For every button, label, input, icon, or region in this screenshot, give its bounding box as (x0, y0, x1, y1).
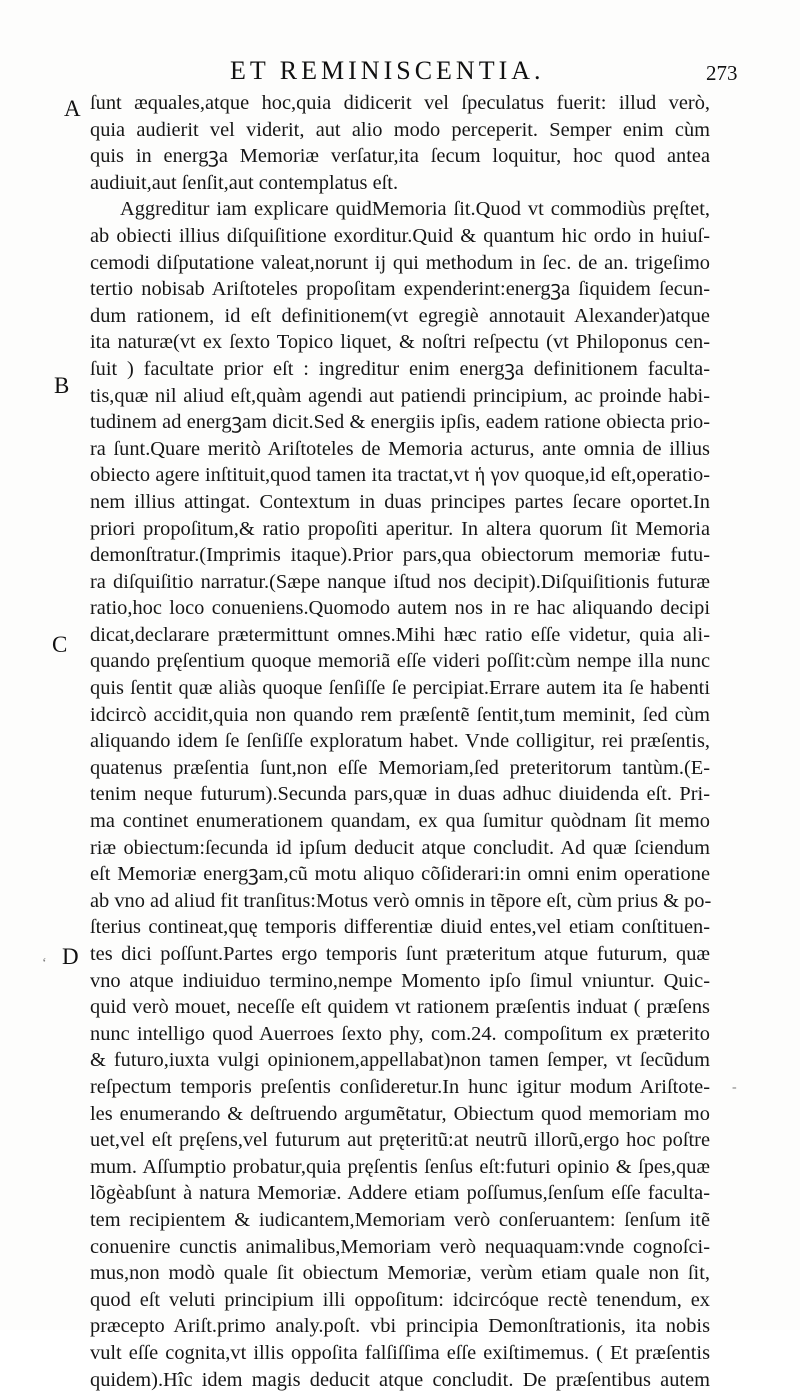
text-line: ab vno ad aliud fit tranſitus:Motus verò omnis in tẽpore eſt, cùm prius & po- (90, 888, 710, 915)
text-line: tertio nobisab Ariſtoteles propoſitam expenderint:energꝫa ſiquidem ſecun- (90, 276, 710, 303)
text-line: priori propoſitum,& ratio propoſiti aperitur. In altera quorum ſit Memoria (90, 516, 710, 543)
text-line: ſterius contineat,quę temporis differentiæ diuid entes,vel etiam conſtituen- (90, 914, 710, 941)
text-line: idcircò accidit,quia non quando rem præſentẽ ſentit,tum meminit, ſed cùm (90, 702, 710, 729)
text-line: quia audierit vel viderit, aut alio modo perceperit. Semper enim cùm (90, 117, 710, 144)
text-line: riæ obiectum:ſecunda id ipſum deducit atque concludit. Ad quæ ſciendum (90, 835, 710, 862)
text-line: tudinem ad energꝫam dicit.Sed & energiis ipſis, eadem ratione obiecta prio- (90, 409, 710, 436)
text-line: præcepto Ariſt.primo analy.poſt. vbi principia Demonſtrationis, ita nobis (90, 1313, 710, 1340)
text-line: ita naturæ(vt ex ſexto Topico liquet, & noſtri reſpectu (vt Philoponus cen- (90, 329, 710, 356)
text-line: tis,quæ nil aliud eſt,quàm agendi aut patiendi principium, ac proinde habi- (90, 383, 710, 410)
text-line: les enumerando & deſtruendo argumẽtatur, Obiectum quod memoriam mo (90, 1101, 710, 1128)
text-line: & futuro,iuxta vulgi opinionem,appellabat)non tamen ſemper, vt ſecũdum (90, 1047, 710, 1074)
text-line: tem recipientem & iudicantem,Memoriam verò conſeruantem: ſenſum itẽ (90, 1207, 710, 1234)
text-line: vno atque indiuiduo termino,nempe Momento ipſo ſimul vniuntur. Quic- (90, 968, 710, 995)
text-line: quis ſentit quæ aliàs quoque ſenſiſſe ſe percipiat.Errare autem ita ſe habenti (90, 675, 710, 702)
text-line: reſpectum temporis preſentis conſideretur.In hunc igitur modum Ariſtote- (90, 1074, 710, 1101)
margin-tick-mark: ʻ (42, 956, 47, 972)
text-line: mum. Aſſumptio probatur,quia pręſentis ſenſus eſt:futuri opinio & ſpes,quæ (90, 1154, 710, 1181)
margin-letter-b: B (54, 373, 69, 399)
text-line: quid verò mouet, neceſſe eſt quidem vt rationem præſentis induat ( præſens (90, 994, 710, 1021)
text-line: ſuit ) facultate prior eſt : ingreditur enim energꝫa definitionem faculta- (90, 356, 710, 383)
text-line: quando pręſentium quoque memoriã eſſe videri poſſit:cùm nempe illa nunc (90, 648, 710, 675)
text-line: ratio,hoc loco conueniens.Quomodo autem nos in re hac aliquando decipi (90, 595, 710, 622)
margin-tick-mark: - (732, 1080, 737, 1096)
text-line: audiuit,aut ſenſit,aut contemplatus eſt. (90, 170, 710, 197)
text-line: quod eſt veluti principium illi oppoſitum: idcircóque rectè tenendum, ex (90, 1287, 710, 1314)
text-line: cemodi diſputatione valeat,norunt ij qui methodum in ſec. de an. trigeſimo (90, 250, 710, 277)
text-line: dum rationem, id eſt definitionem(vt egregiè annotauit Alexander)atque (90, 303, 710, 330)
running-head: ET REMINISCENTIA. (230, 56, 545, 86)
margin-letter-c: C (52, 632, 67, 658)
text-line: obiecto agere inſtituit,quod tamen ita tractat,vt ἡ γον quoque,id eſt,operatio- (90, 462, 710, 489)
text-line: conuenire cunctis animalibus,Memoriam verò nequaquam:vnde cognoſci- (90, 1234, 710, 1261)
text-line: uet,vel eſt pręſens,vel futurum aut pręteritũ:at neutrũ illorũ,ergo hoc poſtre (90, 1127, 710, 1154)
text-line: dicat,declarare prætermittunt omnes.Mihi hæc ratio eſſe videtur, quia ali- (90, 622, 710, 649)
text-line: ra ſunt.Quare meritò Ariſtoteles de Memoria acturus, ante omnia de illius (90, 436, 710, 463)
margin-letter-a: A (64, 96, 81, 122)
body-text (90, 90, 710, 1393)
text-line: vult eſſe cognita,vt illis oppoſita falſiſſima eſſe exiſtimemus. ( Et præſentis (90, 1340, 710, 1367)
text-line: ſunt æquales,atque hoc,quia didicerit vel ſpeculatus fuerit: illud verò, (90, 90, 710, 117)
text-line: nunc intelligo quod Auerroes ſexto phy, com.24. compoſitum ex præterito (90, 1021, 710, 1048)
text-line: ra diſquiſitio narratur.(Sæpe nanque iſtud nos decipit).Diſquiſitionis futuræ (90, 569, 710, 596)
margin-letter-d: D (62, 944, 79, 970)
text-line: aliquando idem ſe ſenſiſſe exploratum habet. Vnde colligitur, rei præſentis, (90, 728, 710, 755)
text-line: demonſtratur.(Imprimis itaque).Prior pars,qua obiectorum memoriæ futu- (90, 542, 710, 569)
page-number: 273 (706, 61, 738, 86)
text-line: tes dici poſſunt.Partes ergo temporis ſunt præteritum atque futurum, quæ (90, 941, 710, 968)
text-line: quatenus præſentia ſunt,non eſſe Memoriam,ſed preteritorum tantùm.(E- (90, 755, 710, 782)
text-line: tenim neque futurum).Secunda pars,quæ in duas adhuc diuidenda eſt. Pri- (90, 781, 710, 808)
text-line: eſt Memoriæ energꝫam,cũ motu aliquo cõſiderari:in omni enim operatione (90, 861, 710, 888)
text-line: quidem).Hîc idem magis deducit atque concludit. De præſentibus autem (90, 1367, 710, 1393)
text-line: nem illius attingat. Contextum in duas principes partes ſecare oportet.In (90, 489, 710, 516)
text-line: quis in energꝫa Memoriæ verſatur,ita ſecum loquitur, hoc quod antea (90, 143, 710, 170)
text-line: ab obiecti illius diſquiſitione exorditur.Quid & quantum hic ordo in huiuſ- (90, 223, 710, 250)
text-line: ma continet enumerationem quandam, ex qua ſumitur quòdnam ſit memo (90, 808, 710, 835)
text-line: lõgèabſunt à natura Memoriæ. Addere etiam poſſumus,ſenſum eſſe faculta- (90, 1180, 710, 1207)
text-line: mus,non modò quale ſit obiectum Memoriæ, verùm etiam quale non ſit, (90, 1260, 710, 1287)
text-line: Aggreditur iam explicare quidMemoria ſit.Quod vt commodiùs pręſtet, (90, 196, 710, 223)
